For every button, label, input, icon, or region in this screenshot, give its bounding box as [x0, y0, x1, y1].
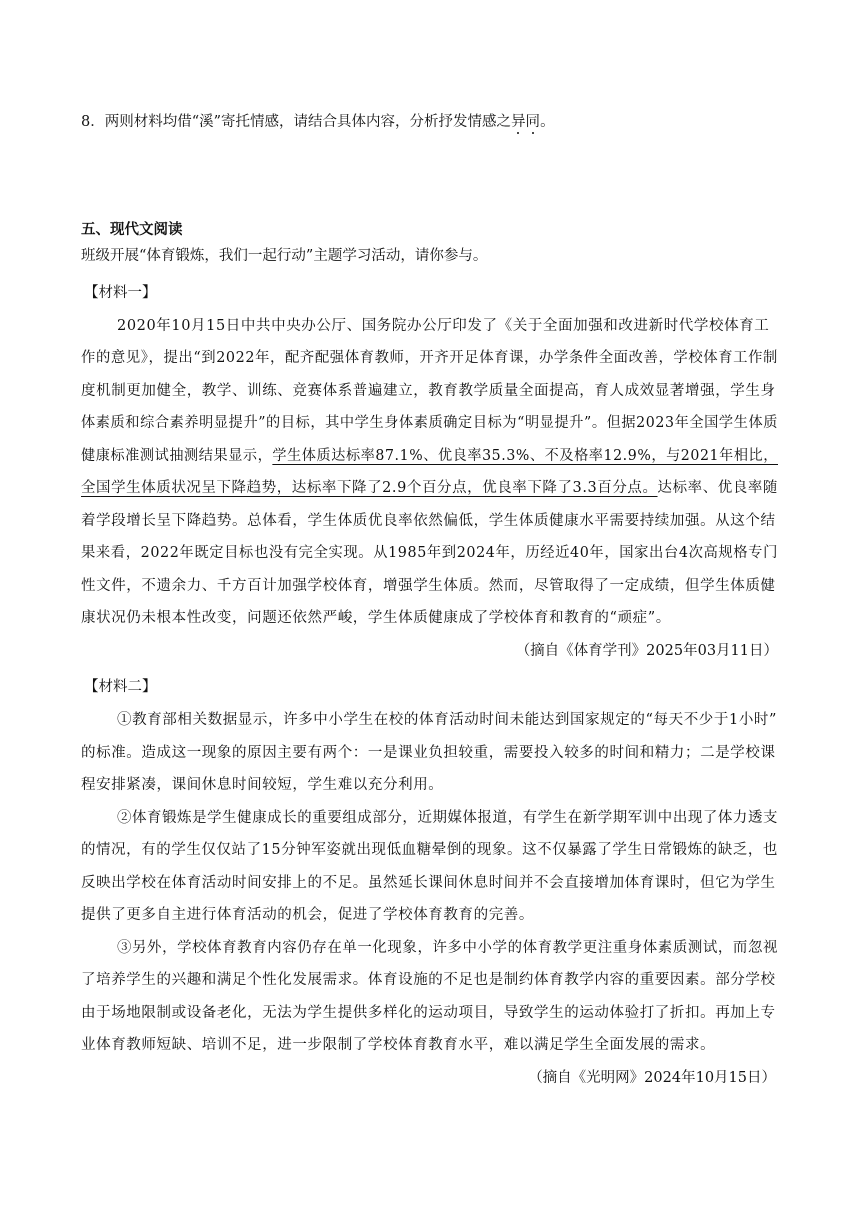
material-1-line-text: 健康标准测试抽测结果显示， [81, 448, 273, 464]
material-2-label: 【材料二】 [84, 679, 157, 695]
material-1-line [81, 476, 778, 497]
question-8-emphasis: 异同 [511, 114, 541, 130]
material-1-line-text: 达标率、优良率随 [657, 480, 778, 496]
section-intro: 班级开展“体育锻炼，我们一起行动”主题学习活动，请你参与。 [81, 248, 488, 264]
material-1-line: 体素质和综合素养明显提升”的目标，其中学生身体素质确定目标为“明显提升”。但据2023年全国学生体质 [81, 415, 778, 431]
material-1-source: （摘自《体育学刊》2025年03月11日） [515, 643, 778, 659]
material-2-line: 的情况，有的学生仅仅站了15分钟军姿就出现低血糖晕倒的现象。这不仅暴露了学生日常锻炼的缺乏，也 [81, 842, 778, 858]
material-1-line: 作的意见》，提出“到2022年，配齐配强体育教师，开齐开足体育课，办学条件全面改善，学校体育工作制 [81, 350, 778, 366]
material-1-line: 度机制更加健全，教学、训练、竞赛体系普遍建立，教育教学质量全面提高，育人成效显著增强，学生身 [81, 383, 776, 399]
section-title: 五、现代文阅读 [81, 221, 183, 238]
material-2-line: ③另外，学校体育教育内容仍存在单一化现象，许多中小学的体育教学更注重身体素质测试，而忽视 [117, 940, 778, 956]
material-1-line: 性文件，不遗余力、千方百计加强学校体育，增强学生体质。然而，尽管取得了一定成绩，但学生体质健 [81, 578, 776, 594]
material-1-line: 2020年10月15日中共中央办公厅、国务院办公厅印发了《关于全面加强和改进新时代学校体育工 [117, 318, 770, 334]
material-2-source: （摘自《光明网》2024年10月15日） [528, 1070, 776, 1086]
material-2-line: 反映出学校在体育活动时间安排上的不足。虽然延长课间休息时间并不会直接增加体育课时，但它为学生 [81, 875, 776, 891]
material-2-line: 了培养学生的兴趣和满足个性化发展需求。体育设施的不足也是制约体育教学内容的重要因素。部分学校 [81, 972, 776, 988]
emphasis-dot [532, 132, 534, 134]
material-2-line: 提供了更多自主进行体育活动的机会，促进了学校体育教育的完善。 [81, 907, 534, 923]
emphasis-dot [517, 132, 519, 134]
material-1-line: 着学段增长呈下降趋势。总体看，学生体质优良率依然偏低，学生体质健康水平需要持续加强。从这个结 [81, 513, 776, 529]
underlined-data-text: 全国学生体质状况呈下降趋势，达标率下降了2.9个百分点，优良率下降了3.3百分点。 [81, 480, 658, 496]
question-8-end: 。 [540, 114, 555, 130]
material-2-line: ①教育部相关数据显示，许多中小学生在校的体育活动时间未能达到国家规定的“每天不少于1小时” [117, 712, 778, 728]
material-1-line: 果来看，2022年既定目标也没有完全实现。从1985年到2024年，历经近40年，国家出台4次高规格专门 [81, 545, 778, 561]
material-1-label: 【材料一】 [84, 285, 157, 301]
question-8 [81, 110, 555, 131]
material-2-line: ②体育锻炼是学生健康成长的重要组成部分，近期媒体报道，有学生在新学期军训中出现了体力透支 [117, 810, 778, 826]
question-8-text: 8．两则材料均借“溪”寄托情感，请结合具体内容，分析抒发情感之 [81, 114, 512, 130]
material-2-line: 的标准。造成这一现象的原因主要有两个：一是课业负担较重，需要投入较多的时间和精力；二是学校课 [81, 745, 776, 761]
material-2-line: 程安排紧凑，课间休息时间较短，学生难以充分利用。 [81, 777, 444, 793]
material-2-line: 业体育教师短缺、培训不足，进一步限制了学校体育教育水平，难以满足学生全面发展的需求。 [81, 1037, 716, 1053]
underlined-data-text: 学生体质达标率87.1%、优良率35.3%、不及格率12.9%，与2021年相比， [272, 448, 778, 464]
material-1-line: 康状况仍未根本性改变，问题还依然严峻，学生体质健康成了学校体育和教育的“顽症”。 [81, 610, 671, 626]
material-1-line [81, 444, 778, 465]
material-2-line: 由于场地限制或设备老化，无法为学生提供多样化的运动项目，导致学生的运动体验打了折扣。再加上专 [81, 1005, 776, 1021]
